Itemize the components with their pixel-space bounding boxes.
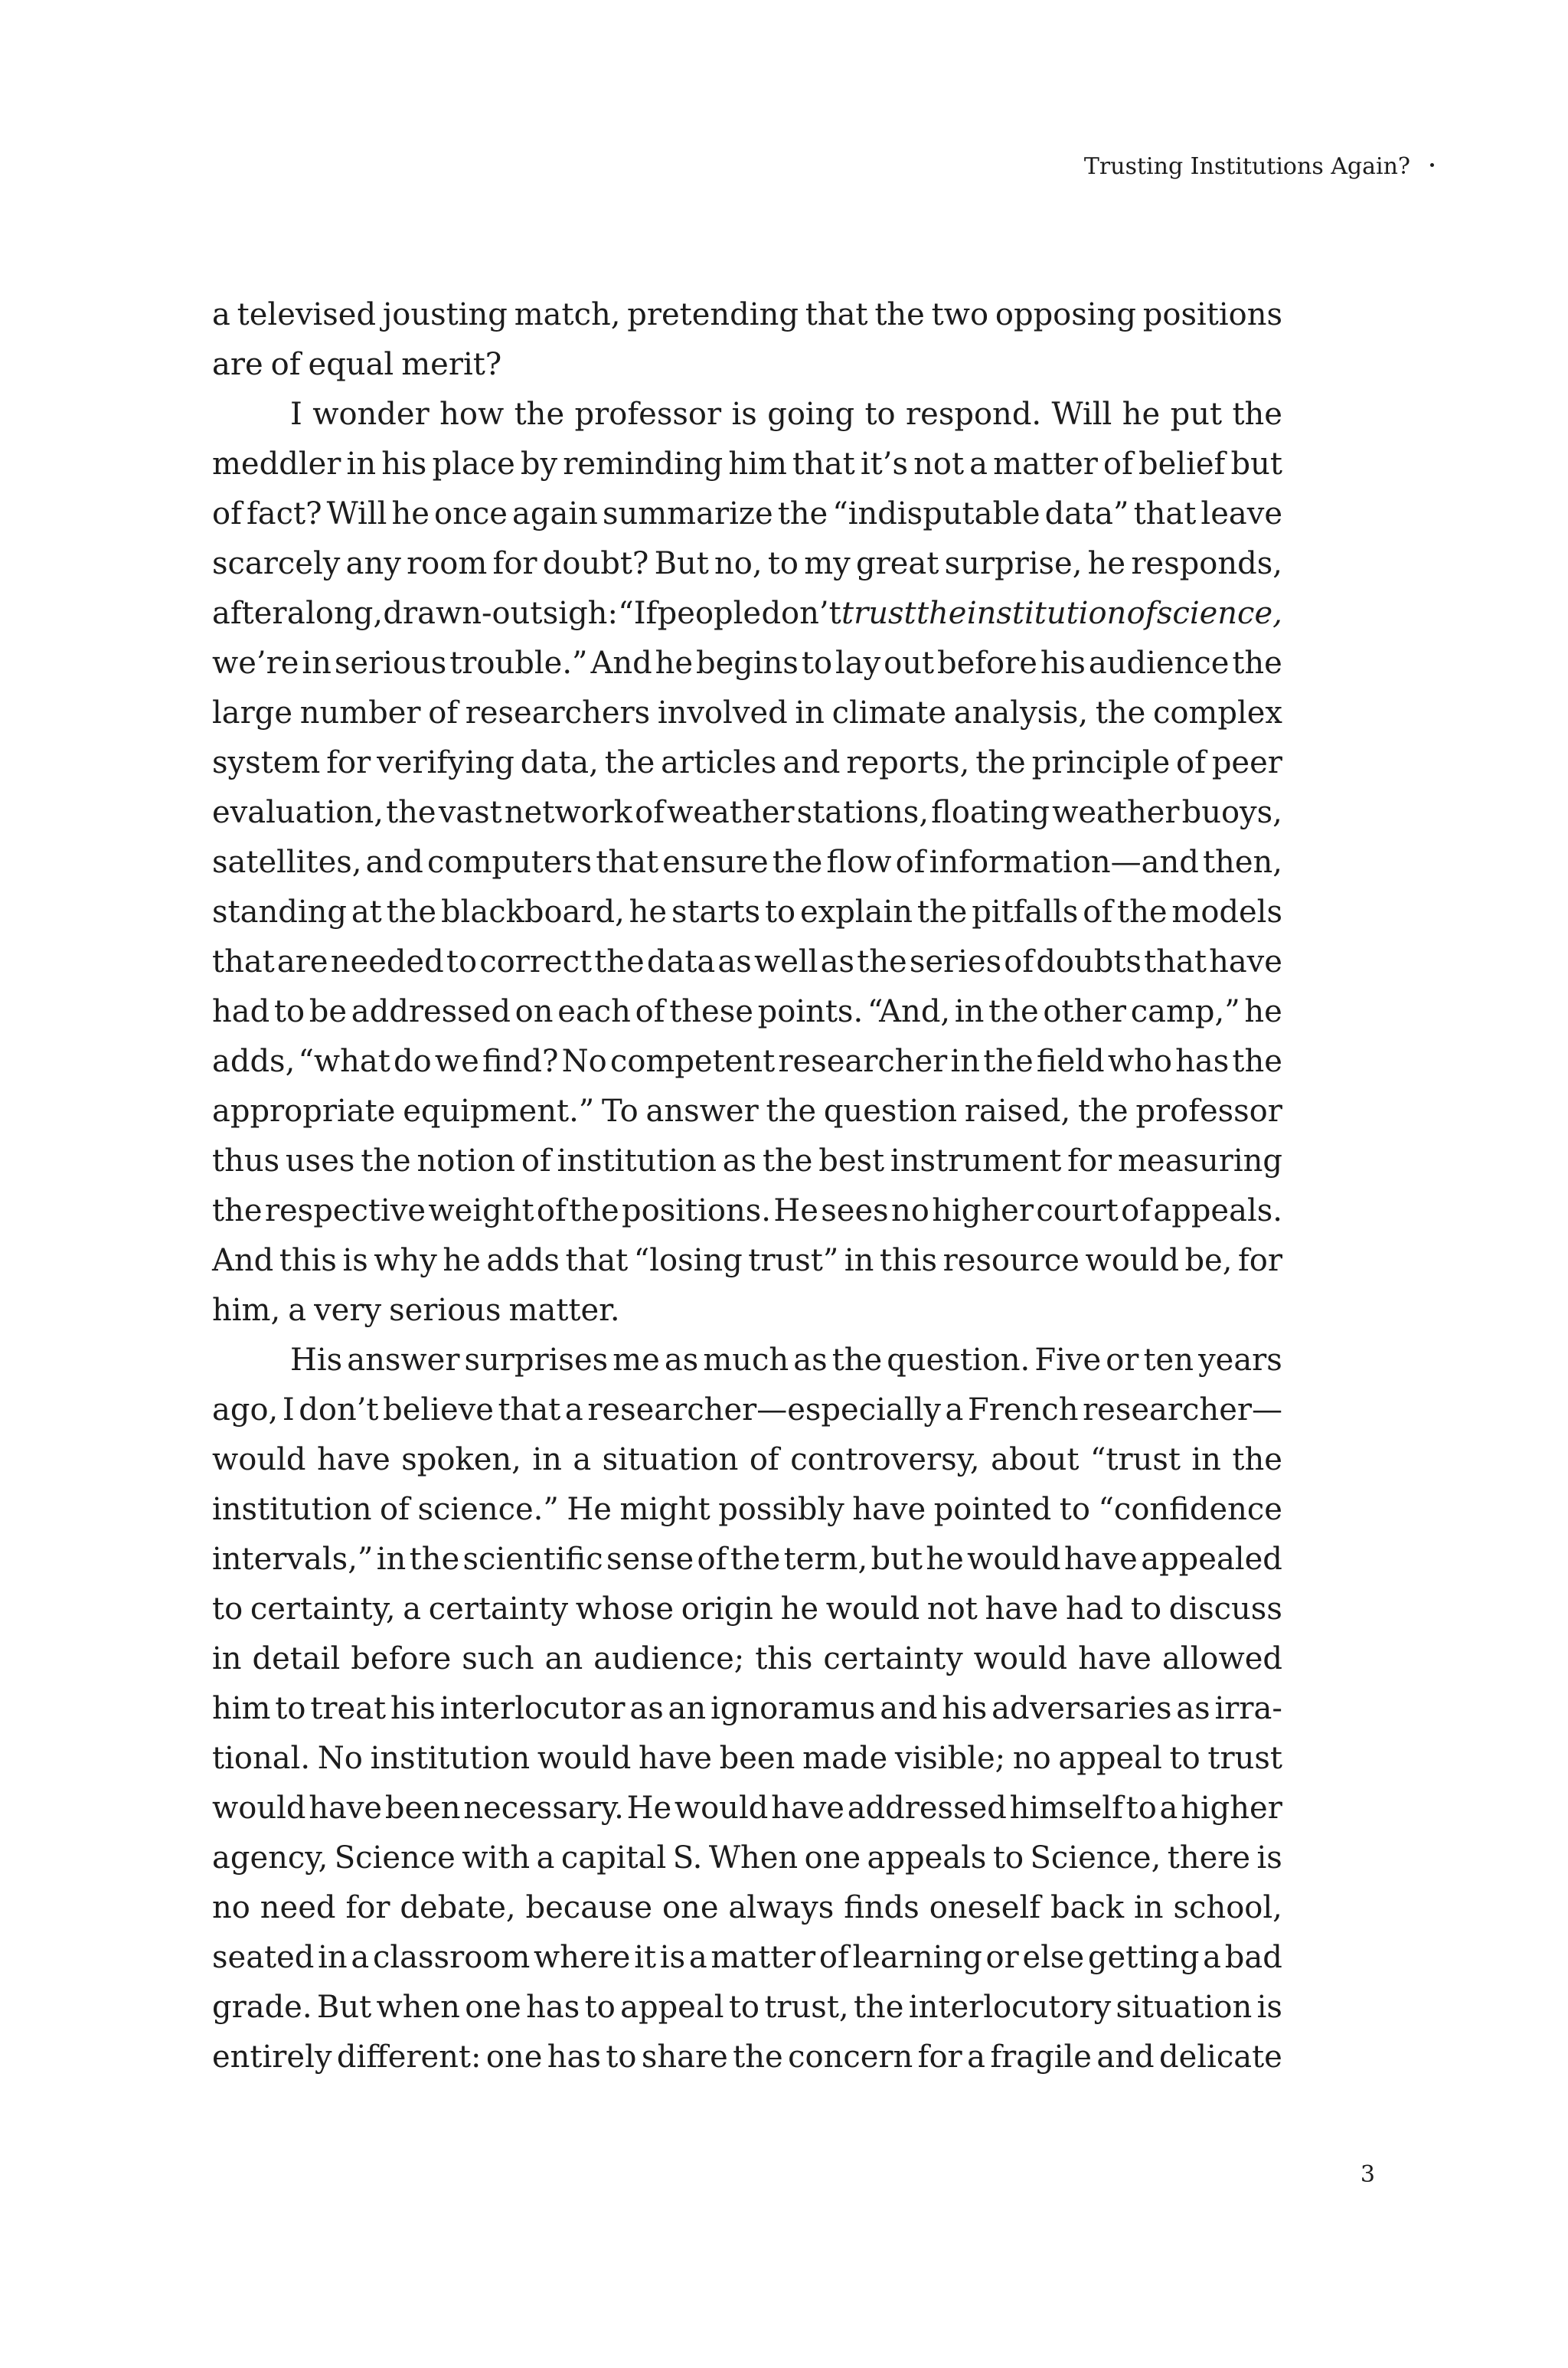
text-line: after a long, drawn-out sigh: “If people don’t trust the institution of science, [212,596,1282,631]
text-line: adds, “what do we find? No competent researcher in the field who has the [212,1044,1282,1079]
text-line: standing at the blackboard, he starts to explain the pitfalls of the models [212,895,1282,930]
text-line: of fact? Will he once again summarize the “indisputable data” that leave [212,496,1282,531]
text-line: had to be addressed on each of these points. “And, in the other camp,” he [212,994,1282,1029]
text-line: appropriate equipment.” To answer the question raised, the professor [212,1094,1282,1129]
text-line: evaluation, the vast network of weather stations, floating weather buoys, [212,795,1282,830]
text-line: seated in a classroom where it is a matter of learning or else getting a bad [212,1940,1282,1975]
text-line: large number of researchers involved in climate analysis, the complex [212,695,1282,731]
text-line: entirely different: one has to share the concern for a fragile and delicate [212,2039,1282,2075]
text-line: scarcely any room for doubt? But no, to my great surprise, he responds, [212,546,1282,581]
text-line: grade. But when one has to appeal to trust, the interlocutory situation is [212,1990,1282,2025]
running-head-title: Trusting Institutions Again? [1083,153,1410,180]
text-line: satellites, and computers that ensure the flow of information—and then, [212,845,1282,880]
text-line: would have spoken, in a situation of controversy, about “trust in the [212,1442,1282,1477]
text-line: meddler in his place by reminding him that it’s not a matter of belief but [212,446,1282,482]
text-line: And this is why he adds that “losing trust” in this resource would be, for [212,1243,1282,1278]
text-line: system for verifying data, the articles and reports, the principle of peer [212,745,1282,780]
text-line: him, a very serious matter. [212,1293,620,1328]
text-line: institution of science.” He might possibly have pointed to “confidence [212,1492,1282,1527]
running-head-dot [1430,163,1434,167]
text-line: are of equal merit? [212,347,502,382]
text-line: a televised jousting match, pretending that the two opposing positions [212,297,1282,332]
text-line: in detail before such an audience; this certainty would have allowed [212,1641,1282,1676]
text-line: him to treat his interlocutor as an ignoramus and his adversaries as irra- [212,1691,1282,1726]
text-line: no need for debate, because one always finds oneself back in school, [212,1890,1282,1925]
text-line: agency, Science with a capital S. When one appeals to Science, there is [212,1840,1282,1876]
running-head [1084,152,1434,182]
text-line: I wonder how the professor is going to respond. Will he put the [290,397,1282,432]
text-line: thus uses the notion of institution as the best instrument for measuring [212,1143,1282,1179]
text-line: tional. No institution would have been made visible; no appeal to trust [212,1741,1282,1776]
page-number: 3 [1360,2161,1375,2188]
body-text [212,290,1282,2082]
text-line: the respective weight of the positions. He sees no higher court of appeals. [212,1193,1282,1228]
text-line: His answer surprises me as much as the question. Five or ten years [290,1343,1282,1378]
text-line: we’re in serious trouble.” And he begins to lay out before his audience the [212,646,1282,681]
text-line: that are needed to correct the data as well as the series of doubts that have [212,944,1282,980]
text-line: ago, I don’t believe that a researcher—especially a French researcher— [212,1392,1282,1428]
text-line: intervals,” in the scientific sense of the term, but he would have appealed [212,1542,1282,1577]
text-line: to certainty, a certainty whose origin he would not have had to discuss [212,1591,1282,1627]
text-line: would have been necessary. He would have addressed himself to a higher [212,1791,1282,1826]
